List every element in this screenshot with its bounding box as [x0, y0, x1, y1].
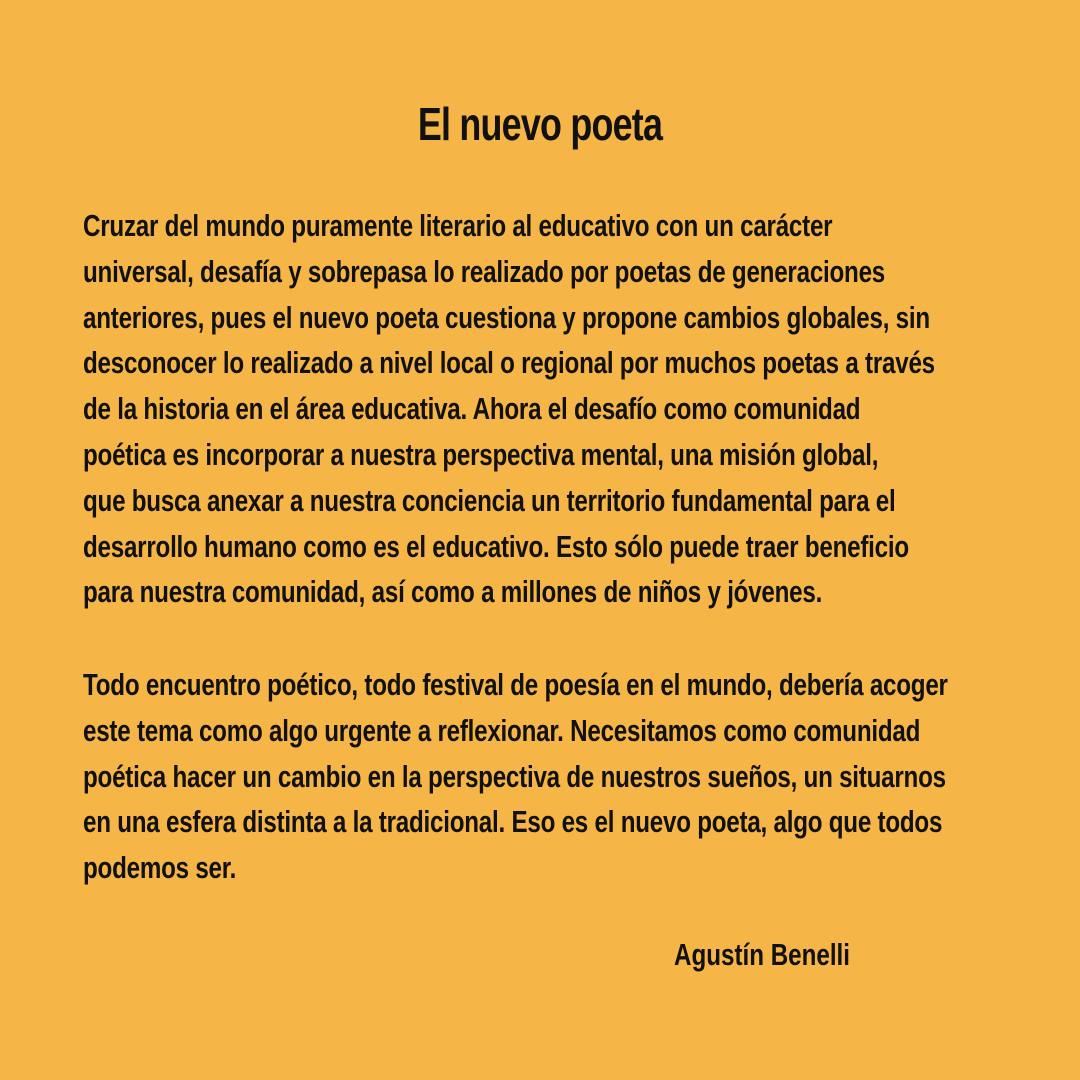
paragraph-line: poética hacer un cambio en la perspectiva de nuestros sueños, un situarnos	[83, 758, 946, 794]
paragraph-line: poética es incorporar a nuestra perspectiva mental, una misión global,	[83, 436, 879, 472]
paragraph-line: en una esfera distinta a la tradicional. Eso es el nuevo poeta, algo que todos	[83, 804, 943, 840]
paragraph-line: Cruzar del mundo puramente literario al educativo con un carácter	[83, 208, 833, 243]
paragraph-line: Todo encuentro poético, todo festival de poesía en el mundo, debería acoger	[83, 667, 948, 702]
page-title: El nuevo poeta	[417, 98, 663, 150]
author-signature: Agustín Benelli	[674, 937, 850, 972]
paragraph-1	[83, 203, 1019, 615]
paragraph-line: desconocer lo realizado a nivel local o regional por muchos poetas a través	[83, 345, 935, 381]
paragraph-line: de la historia en el área educativa. Ahora el desafío como comunidad	[83, 391, 861, 427]
paragraph-line: que busca anexar a nuestra conciencia un territorio fundamental para el	[83, 482, 896, 518]
paragraph-line: universal, desafía y sobrepasa lo realizado por poetas de generaciones	[83, 253, 886, 289]
paragraph-line: podemos ser.	[83, 850, 237, 886]
paragraph-line: para nuestra comunidad, así como a millones de niños y jóvenes.	[83, 574, 823, 610]
paragraph-line: desarrollo humano como es el educativo. Esto sólo puede traer beneficio	[83, 528, 909, 564]
paragraph-line: este tema como algo urgente a reflexionar. Necesitamos como comunidad	[83, 712, 921, 748]
paragraph-2	[83, 662, 1019, 891]
paragraph-line: anteriores, pues el nuevo poeta cuestiona y propone cambios globales, sin	[83, 299, 930, 335]
